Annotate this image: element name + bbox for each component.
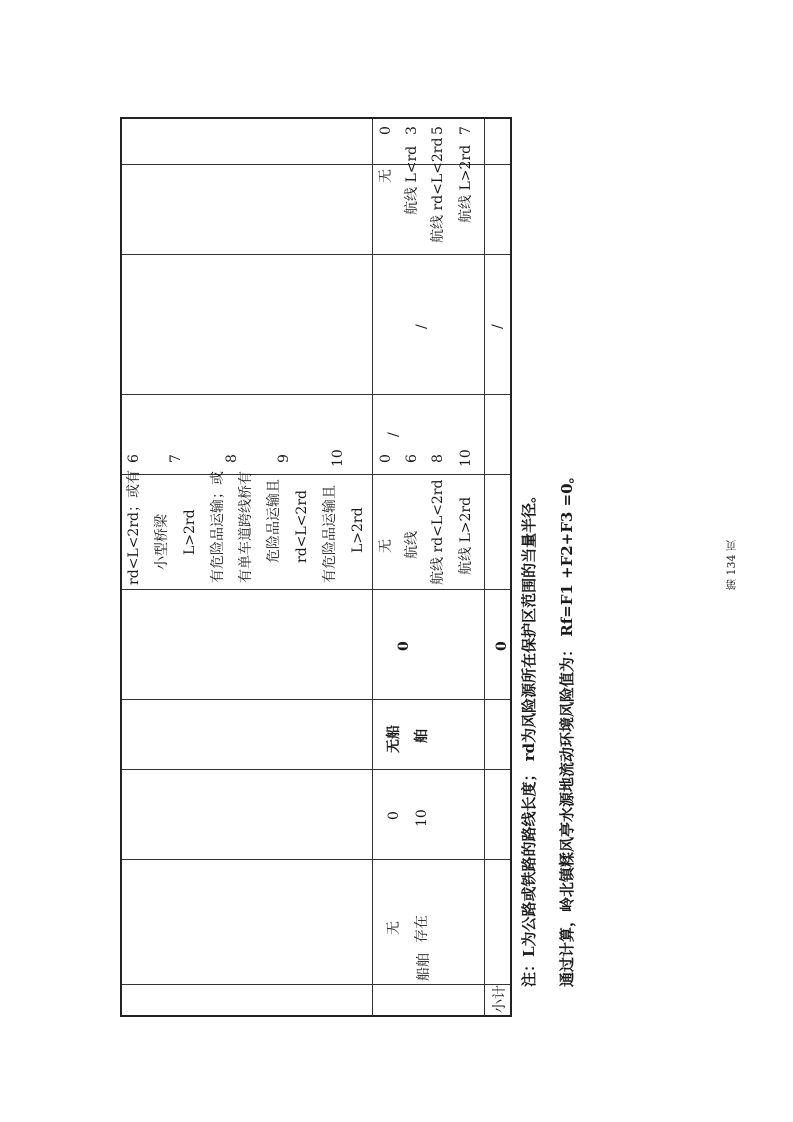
route2-score-1: 3 bbox=[404, 126, 420, 135]
route-cond-0: 无 bbox=[378, 539, 394, 553]
risk-table bbox=[120, 117, 512, 1017]
ship-score-10: 10 bbox=[414, 809, 430, 827]
route-cond-1: 航线 bbox=[404, 531, 420, 559]
route-cond-2: 航线 rd<L<2rd bbox=[430, 479, 446, 585]
no-ship-line2: 舶 bbox=[414, 729, 430, 743]
route2-cond-0: 无 bbox=[378, 169, 394, 183]
bridge-score-0: 6 bbox=[126, 454, 142, 463]
bridge-cond-2: L>2rd bbox=[182, 509, 198, 555]
slash-2: / bbox=[414, 324, 430, 329]
page-number: 第 134 页 bbox=[725, 540, 738, 590]
ship-score-0: 0 bbox=[386, 811, 402, 820]
ship-category: 船舶 bbox=[416, 953, 432, 981]
route-score-2: 8 bbox=[430, 454, 446, 463]
route-score-3: 10 bbox=[458, 449, 474, 467]
subtotal-result: 0 bbox=[494, 641, 510, 651]
ship-result: 0 bbox=[396, 641, 412, 651]
bridge-score-3: 9 bbox=[276, 454, 292, 463]
no-ship-line1: 无船 bbox=[386, 725, 402, 753]
route2-cond-3: 航线 L>2rd bbox=[458, 144, 474, 223]
bridge-cond-5: 危险品运输且 bbox=[266, 479, 282, 563]
ship-none: 无 bbox=[386, 921, 402, 935]
slash-3: / bbox=[490, 324, 506, 329]
route-score-1: 6 bbox=[404, 454, 420, 463]
bridge-cond-3: 有危险品运输；或 bbox=[210, 471, 226, 583]
route-cond-3: 航线 L>2rd bbox=[458, 496, 474, 575]
ship-present: 存在 bbox=[414, 915, 430, 943]
route2-score-0: 0 bbox=[378, 126, 394, 135]
route2-score-2: 5 bbox=[430, 126, 446, 135]
route2-cond-2: 航线 rd<L<2rd bbox=[430, 137, 446, 243]
bridge-score-4: 10 bbox=[330, 449, 346, 467]
bridge-score-2: 8 bbox=[224, 454, 240, 463]
bridge-cond-6: rd<L<2rd bbox=[294, 490, 310, 563]
route-score-0: 0 bbox=[378, 454, 394, 463]
bridge-cond-1: 小型桥梁 bbox=[154, 514, 170, 570]
bridge-cond-0: rd<L<2rd；或有 bbox=[126, 470, 142, 585]
bridge-cond-4: 有单车道跨线桥有 bbox=[238, 471, 254, 583]
bridge-cond-7: 有危险品运输且 bbox=[322, 485, 338, 583]
rotated-content bbox=[120, 117, 793, 1017]
subtotal-label: 小计 bbox=[492, 985, 508, 1013]
bridge-score-1: 7 bbox=[168, 454, 184, 463]
route2-score-3: 7 bbox=[458, 126, 474, 135]
route2-cond-1: 航线 L<rd bbox=[404, 145, 420, 215]
bridge-cond-8: L>2rd bbox=[350, 507, 366, 553]
note-line-1: 注：L为公路或铁路的路线长度； rd为风险源所在保护区范围的当量半径。 bbox=[520, 487, 538, 987]
note-line-2: 通过计算，岭北镇糅风亭水源地流动环境风险值为： Rf=F1 +F2+F3 =0。 bbox=[558, 468, 576, 987]
slash-1: / bbox=[386, 432, 402, 437]
